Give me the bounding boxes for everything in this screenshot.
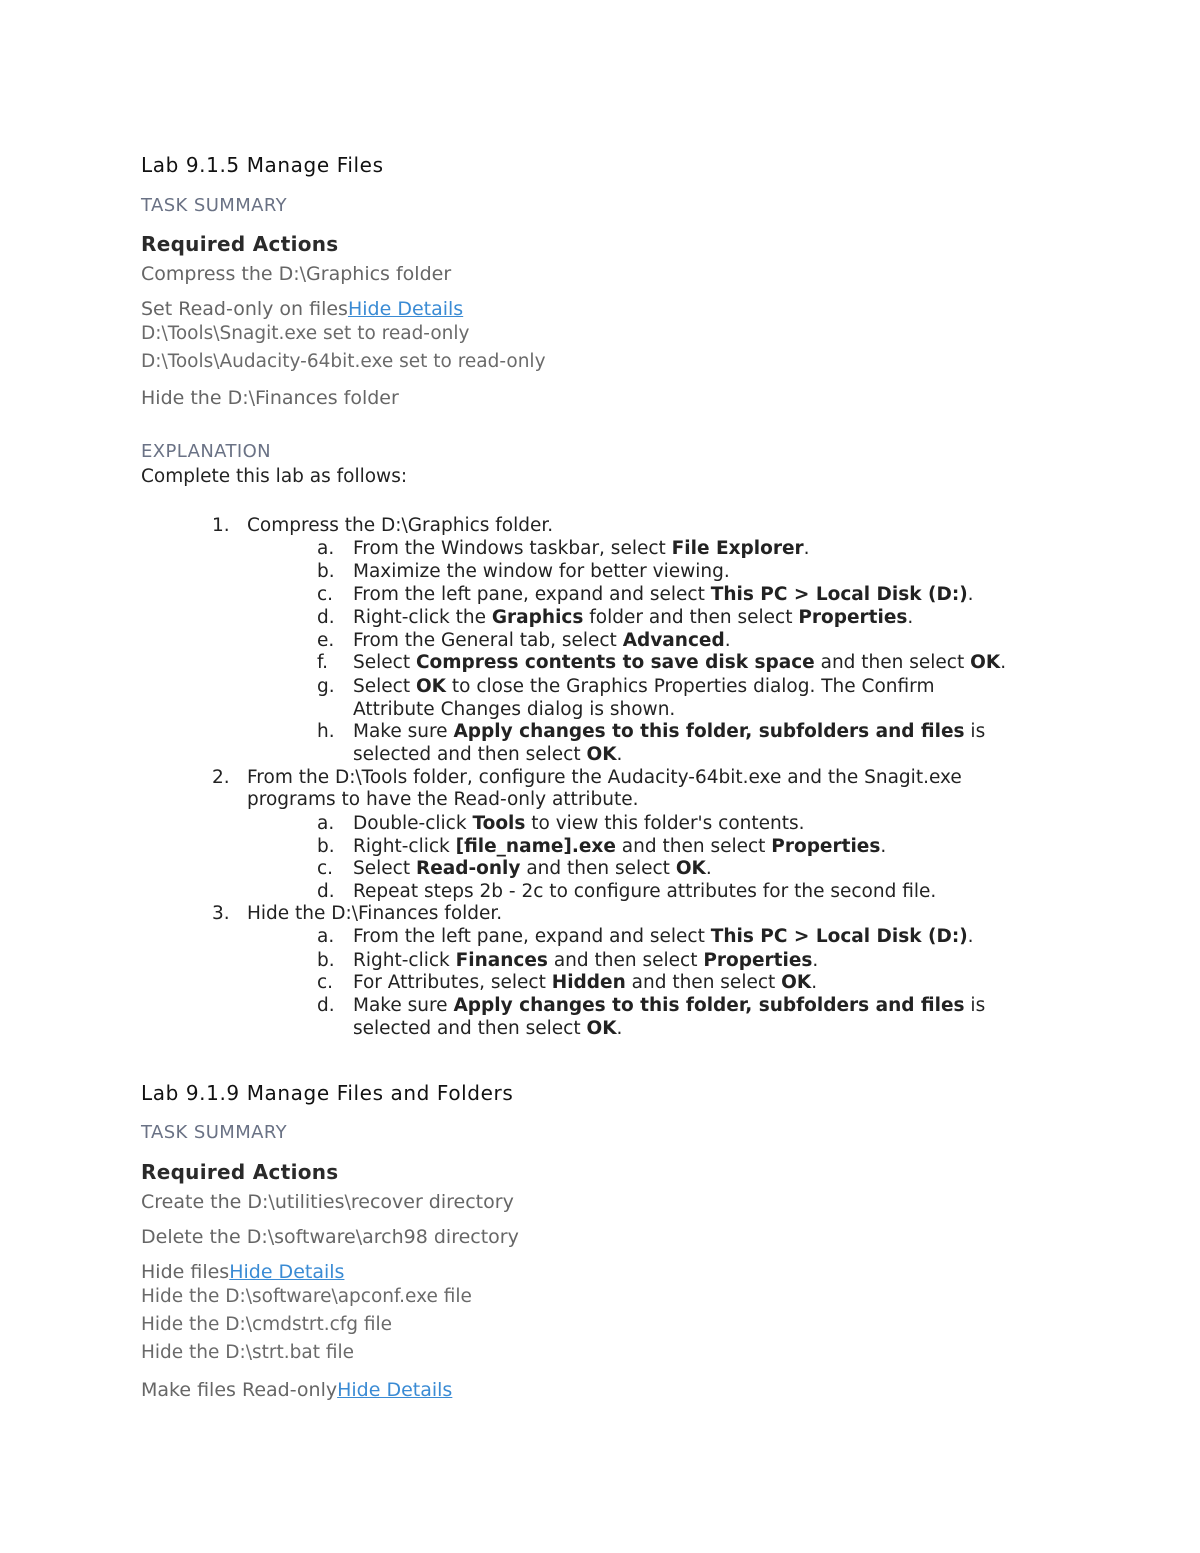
- substep-text-continued: selected and then select OK.: [353, 744, 623, 765]
- substep-text: Repeat steps 2b - 2c to configure attributes for the second file.: [353, 881, 937, 902]
- substep-text: Right-click Finances and then select Properties.: [353, 950, 819, 971]
- substep-text: Double-click Tools to view this folder's contents.: [353, 813, 805, 834]
- substep-text-continued: selected and then select OK.: [353, 1018, 623, 1039]
- substep-label: b.: [317, 836, 335, 857]
- substep-label: a.: [317, 813, 335, 834]
- lab2-action-readonly: Make files Read-onlyHide Details: [141, 1379, 453, 1401]
- substep-text: From the Windows taskbar, select File Explorer.: [353, 538, 810, 559]
- substep-text: Select OK to close the Graphics Properties dialog. The Confirm: [353, 676, 935, 697]
- hide-details-link[interactable]: Hide Details: [229, 1261, 345, 1283]
- substep-label: b.: [317, 561, 335, 582]
- lab2-action-detail: Hide the D:\cmdstrt.cfg file: [141, 1314, 393, 1335]
- substep-label: c.: [317, 584, 334, 605]
- hide-details-link[interactable]: Hide Details: [337, 1379, 453, 1401]
- substep-text: Make sure Apply changes to this folder, subfolders and files is: [353, 721, 986, 742]
- step-text-continued: programs to have the Read-only attribute.: [247, 789, 639, 810]
- substep-label: b.: [317, 950, 335, 971]
- lab1-action-compress: Compress the D:\Graphics folder: [141, 263, 452, 285]
- lab1-required-actions-heading: Required Actions: [141, 232, 339, 256]
- substep-text: Right-click [file_name].exe and then select Properties.: [353, 836, 887, 857]
- substep-label: d.: [317, 881, 335, 902]
- substep-label: f.: [317, 652, 329, 673]
- substep-label: c.: [317, 858, 334, 879]
- step-number: 2.: [212, 767, 230, 788]
- substep-label: h.: [317, 721, 335, 742]
- lab1-intro: Complete this lab as follows:: [141, 466, 408, 487]
- lab2-action-hide-files: Hide filesHide Details: [141, 1261, 345, 1283]
- lab1-action-readonly: Set Read-only on filesHide Details: [141, 298, 464, 320]
- step-text: Hide the D:\Finances folder.: [247, 903, 503, 924]
- substep-text-continued: Attribute Changes dialog is shown.: [353, 699, 676, 720]
- substep-text: From the left pane, expand and select This PC > Local Disk (D:).: [353, 584, 974, 605]
- lab2-action-create: Create the D:\utilities\recover directory: [141, 1191, 514, 1213]
- hide-details-link[interactable]: Hide Details: [347, 298, 464, 320]
- substep-text: From the left pane, expand and select This PC > Local Disk (D:).: [353, 926, 974, 947]
- substep-text: Make sure Apply changes to this folder, subfolders and files is: [353, 995, 986, 1016]
- step-text: Compress the D:\Graphics folder.: [247, 515, 554, 536]
- lab1-title: Lab 9.1.5 Manage Files: [141, 153, 384, 177]
- substep-text: Select Read-only and then select OK.: [353, 858, 712, 879]
- step-number: 1.: [212, 515, 230, 536]
- step-text: From the D:\Tools folder, configure the Audacity-64bit.exe and the Snagit.exe: [247, 767, 962, 788]
- lab2-required-actions-heading: Required Actions: [141, 1160, 339, 1184]
- substep-label: d.: [317, 995, 335, 1016]
- substep-label: d.: [317, 607, 335, 628]
- substep-text: For Attributes, select Hidden and then select OK.: [353, 972, 818, 993]
- lab1-action-detail: D:\Tools\Audacity-64bit.exe set to read-only: [141, 351, 546, 372]
- substep-text: Maximize the window for better viewing.: [353, 561, 730, 582]
- lab1-task-summary-heading: TASK SUMMARY: [141, 195, 287, 216]
- substep-label: a.: [317, 538, 335, 559]
- substep-label: e.: [317, 630, 335, 651]
- lab1-action-detail: D:\Tools\Snagit.exe set to read-only: [141, 323, 470, 344]
- step-number: 3.: [212, 903, 230, 924]
- lab2-title: Lab 9.1.9 Manage Files and Folders: [141, 1081, 514, 1105]
- substep-label: c.: [317, 972, 334, 993]
- substep-text: From the General tab, select Advanced.: [353, 630, 731, 651]
- substep-label: a.: [317, 926, 335, 947]
- lab2-task-summary-heading: TASK SUMMARY: [141, 1122, 287, 1143]
- lab2-action-delete: Delete the D:\software\arch98 directory: [141, 1226, 519, 1248]
- substep-text: Select Compress contents to save disk space and then select OK.: [353, 652, 1007, 673]
- lab2-action-detail: Hide the D:\strt.bat file: [141, 1342, 355, 1363]
- substep-text: Right-click the Graphics folder and then select Properties.: [353, 607, 914, 628]
- lab2-action-detail: Hide the D:\software\apconf.exe file: [141, 1286, 472, 1307]
- lab1-action-hide: Hide the D:\Finances folder: [141, 387, 399, 409]
- substep-label: g.: [317, 676, 335, 697]
- lab1-explanation-heading: EXPLANATION: [141, 441, 272, 462]
